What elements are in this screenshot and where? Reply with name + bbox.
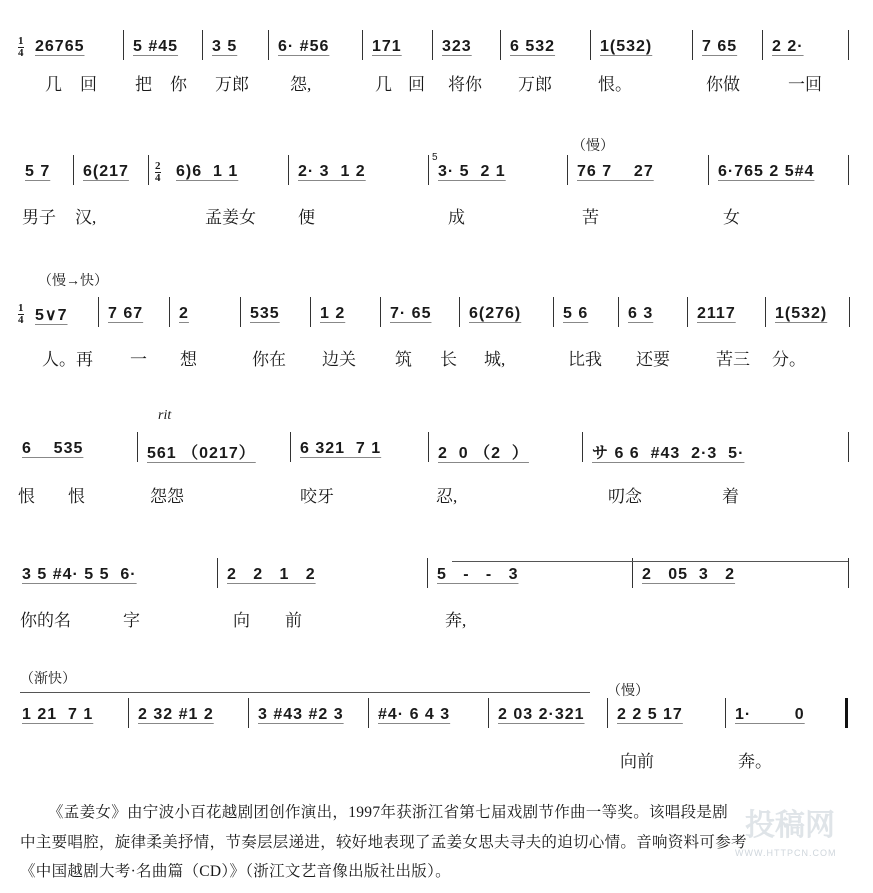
lyric: 边关 [322,350,356,369]
barline [362,30,363,60]
measure-3: 6)6 1 1 [176,163,239,180]
barline [217,558,218,588]
barline [488,698,489,728]
measure-4: 6· #56 [278,38,330,55]
watermark-logo: 投稿网 [745,809,835,842]
measure-3: 6 321 7 1 [300,440,382,457]
barline [98,297,99,327]
measure-5: 171 [372,38,402,55]
barline [500,30,501,60]
lyric: 女 [723,208,740,227]
barline [687,297,688,327]
measure-9: 6 3 [628,305,654,322]
lyric: 孟姜女 [205,208,256,227]
measure-3: 2 [179,305,189,322]
measure-2: 2 32 #1 2 [138,706,214,723]
lyric: 城, [484,350,506,369]
lyric: 万郎 [215,75,249,94]
measure-8: 1(532) [600,38,653,55]
lyric: 怨怨 [150,487,184,506]
measure-7: 6 532 [510,38,556,55]
time-signature-denominator: 4 [18,314,24,326]
measure-8: 5 6 [563,305,589,322]
lyric: 万郎 [518,75,552,94]
barline [368,698,369,728]
barline [123,30,124,60]
lyric: 分。 [772,350,806,369]
lyric: 恨。 [598,75,632,94]
measure-10: 2 2· [772,38,804,55]
measure-2: 6(217 [83,163,129,180]
lyric: 向前 [620,752,654,771]
measure-1: 5 7 [25,163,51,180]
lyric: 恨 [18,487,35,506]
barline [607,698,608,728]
slur-line [452,561,848,562]
lyric: 怨, [290,75,312,94]
lyric: 着 [722,487,739,506]
lyric: 成 [448,208,465,227]
lyric: 汉, [75,208,97,227]
time-signature-change: 2 4 [155,160,161,184]
barline [268,30,269,60]
lyric: 叨念 [608,487,642,506]
lyric: 苦 [582,208,599,227]
barline [848,432,849,462]
measure-4: 535 [250,305,280,322]
measure-5: 3· 5 2 1 [438,163,506,180]
barline [128,698,129,728]
lyric: 向 [233,611,250,630]
measure-6: 76 7 27 [577,163,654,180]
lyric: 比我 [568,350,602,369]
measure-1: 1 21 7 1 [22,706,94,723]
barline [848,30,849,60]
lyric: 你 [170,75,187,94]
rit-marking: rit [158,408,172,423]
time-signature-numerator: 1 [18,302,24,314]
footer-line-3: 《中国越剧大考·名曲篇（CD）》（浙江文艺音像出版社出版）。 [20,863,451,880]
lyric: 长 [440,350,457,369]
barline [137,432,138,462]
barline [428,432,429,462]
barline [708,155,709,185]
final-barline [845,698,848,728]
barline [762,30,763,60]
tempo-marking: （慢→快） [38,274,108,289]
lyric: 还要 [636,350,670,369]
barline [148,155,149,185]
barline [73,155,74,185]
measure-1: 5∨7 [35,307,68,324]
barline [290,432,291,462]
watermark-url: WWW.HTTPCN.COM [735,848,837,858]
footer-line-2: 中主要唱腔，旋律柔美抒情，节奏层层递进，较好地表现了孟姜女思夫寻夫的迫切心情。音响资料可参考 [20,834,747,851]
lyric: 忍, [436,487,458,506]
measure-4: 2 05 3 2 [642,566,736,583]
measure-7: 6·765 2 5#4 [718,163,815,180]
barline [582,432,583,462]
measure-3: 3 5 [212,38,238,55]
lyric: 人。再 [42,350,93,369]
barline [428,155,429,185]
grace-note: 5 [432,152,438,163]
lyric: 几 [45,75,62,94]
barline [459,297,460,327]
barline [288,155,289,185]
lyric: 回 [408,75,425,94]
lyric: 一 [130,350,147,369]
measure-1: 6 535 [22,440,84,457]
measure-10: 2117 [697,305,736,322]
lyric: 字 [123,611,140,630]
measure-2: 2 2 1 2 [227,566,316,583]
measure-6: 7· 65 [390,305,432,322]
barline [553,297,554,327]
lyric: 便 [298,208,315,227]
barline [848,558,849,588]
measure-1: 3 5 #4· 5 5 6· [22,566,137,583]
accelerando-line [20,692,590,693]
measure-11: 1(532) [775,305,828,322]
lyric: 奔。 [738,752,772,771]
tempo-marking: （慢） [607,684,649,699]
lyric: 把 [135,75,152,94]
lyric: 将你 [448,75,482,94]
time-signature-numerator: 1 [18,35,24,47]
measure-5: 1 2 [320,305,346,322]
measure-4: #4· 6 4 3 [378,706,451,723]
barline [567,155,568,185]
barline [240,297,241,327]
lyric: 奔, [445,611,467,630]
lyric: 你在 [252,350,286,369]
barline [632,558,633,588]
time-signature [18,303,24,326]
time-signature [18,36,24,59]
barline [618,297,619,327]
measure-1: 26765 [35,38,85,55]
lyric: 回 [80,75,97,94]
lyric: 你做 [706,75,740,94]
measure-4: 2· 3 1 2 [298,163,366,180]
measure-2: 7 67 [108,305,144,322]
measure-5: サ 6 6 #43 2·3 5· [592,445,745,462]
tempo-marking: （渐快） [20,672,76,687]
measure-7: 1· 0 [735,706,805,723]
lyric: 几 [375,75,392,94]
time-signature-denominator: 4 [18,47,24,59]
barline [310,297,311,327]
measure-9: 7 65 [702,38,738,55]
measure-2: 5 #45 [133,38,179,55]
tempo-marking: （慢） [572,139,614,154]
barline [427,558,428,588]
lyric: 你的名 [20,611,71,630]
lyric: 苦三 [716,350,750,369]
lyric: 男子 [22,208,56,227]
measure-4: 2 0 （2 ） [438,445,529,462]
barline [380,297,381,327]
lyric: 筑 [395,350,412,369]
measure-6: 2 2 5 17 [617,706,683,723]
lyric: 咬牙 [300,487,334,506]
measure-5: 2 03 2·321 [498,706,585,723]
measure-6: 323 [442,38,472,55]
barline [202,30,203,60]
measure-2: 561 （0217） [147,445,256,462]
lyric: 一回 [788,75,822,94]
lyric: 想 [180,350,197,369]
lyric: 恨 [68,487,85,506]
barline [169,297,170,327]
barline [432,30,433,60]
barline [692,30,693,60]
measure-3: 3 #43 #2 3 [258,706,344,723]
barline [725,698,726,728]
barline [765,297,766,327]
barline [848,155,849,185]
lyric: 前 [285,611,302,630]
measure-3: 5 - - 3 [437,566,519,583]
barline [248,698,249,728]
footer-line-1: 《孟姜女》由宁波小百花越剧团创作演出，1997年获浙江省第七届戏剧节作曲一等奖。该唱段是剧 [48,804,729,821]
barline [849,297,850,327]
measure-7: 6(276) [469,305,522,322]
barline [590,30,591,60]
